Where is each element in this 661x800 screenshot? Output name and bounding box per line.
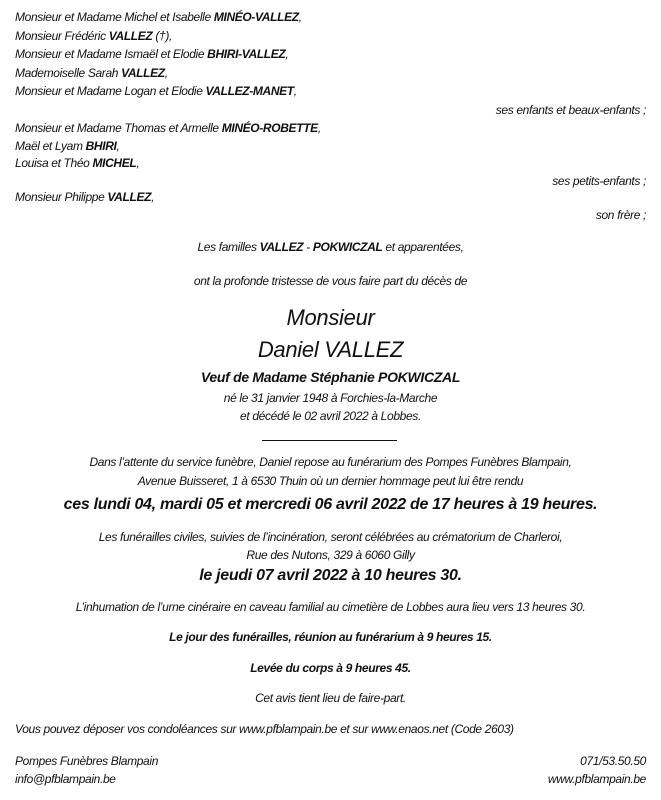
punct: , [116, 139, 120, 153]
text: - [303, 240, 313, 254]
footer-email[interactable]: info@pfblampain.be [15, 772, 116, 786]
punct: , [151, 190, 155, 204]
divider [262, 440, 397, 441]
surname: VALLEZ [121, 66, 165, 80]
family-line [15, 84, 297, 98]
surname: VALLEZ [108, 29, 153, 43]
text: Les familles [197, 240, 260, 254]
name-text: Louisa et Théo [15, 156, 93, 170]
condolences-line: Vous pouvez déposer vos condoléances sur www.pfblampain.be et sur www.enaos.net (Code 2603) [15, 722, 514, 736]
funeral-line2: Rue des Nutons, 329 à 6060 Gilly [246, 548, 415, 562]
footer-company: Pompes Funèbres Blampain [15, 754, 159, 768]
surname: MINÉO-VALLEZ [213, 10, 299, 24]
name-text: Monsieur Frédéric [15, 29, 109, 43]
funeral-line1: Les funérailles civiles, suivies de l’incinération, seront célébrées au crématorium de Charleroi, [98, 530, 563, 544]
name-text: Monsieur et Madame Ismaël et Elodie [15, 47, 208, 61]
deceased-name: Daniel VALLEZ [257, 337, 404, 362]
punct: , [298, 10, 302, 24]
relation-brother: son frère ; [595, 208, 646, 222]
deceased-title: Monsieur [286, 305, 375, 330]
name-text: Monsieur et Madame Michel et Isabelle [15, 10, 214, 24]
relation-grandchildren: ses petits-enfants ; [552, 174, 646, 188]
family-line [15, 29, 172, 43]
funeral-date: le jeudi 07 avril 2022 à 10 heures 30. [199, 567, 462, 584]
name-text: Monsieur et Madame Logan et Elodie [15, 84, 206, 98]
family-line [15, 121, 321, 135]
surname: VALLEZ-MANET [205, 84, 294, 98]
punct: , [136, 156, 140, 170]
footer-phone: 071/53.50.50 [580, 754, 646, 768]
burial-line: L’inhumation de l’urne cinéraire en caveau familial au cimetière de Lobbes aura lieu vers 13 heures 30. [75, 600, 586, 614]
levee-line: Levée du corps à 9 heures 45. [250, 661, 411, 675]
family-line [15, 47, 288, 61]
surname: MINÉO-ROBETTE [221, 121, 318, 135]
footer-website[interactable]: www.pfblampain.be [547, 772, 646, 786]
surname: VALLEZ [259, 240, 304, 254]
surname: MICHEL [92, 156, 137, 170]
family-line [15, 139, 120, 153]
announcement: ont la profonde tristesse de vous faire part du décès de [193, 274, 468, 288]
families-line [0, 240, 661, 254]
punct: , [285, 47, 289, 61]
name-text: Maël et Lyam [15, 139, 86, 153]
death-line: et décédé le 02 avril 2022 à Lobbes. [240, 409, 421, 423]
meeting-line: Le jour des funérailles, réunion au funérarium à 9 heures 15. [169, 630, 492, 644]
family-line [15, 190, 154, 204]
notice-line: Cet avis tient lieu de faire-part. [255, 691, 406, 705]
punct: , [293, 84, 297, 98]
name-text: Mademoiselle Sarah [15, 66, 122, 80]
punct: , [164, 66, 168, 80]
family-line [15, 10, 302, 24]
family-line [15, 156, 139, 170]
surname: BHIRI-VALLEZ [207, 47, 286, 61]
family-line [15, 66, 168, 80]
relation-children: ses enfants et beaux-enfants ; [495, 103, 646, 117]
widower-line: Veuf de Madame Stéphanie POKWICZAL [200, 369, 461, 385]
birth-line: né le 31 janvier 1948 à Forchies-la-Marche [223, 391, 438, 405]
punct: , [317, 121, 321, 135]
visitation-dates: ces lundi 04, mardi 05 et mercredi 06 avril 2022 de 17 heures à 19 heures. [63, 496, 598, 513]
name-text: Monsieur et Madame Thomas et Armelle [15, 121, 222, 135]
visitation-line1: Dans l’attente du service funèbre, Daniel repose au funérarium des Pompes Funèbres Blampain, [89, 455, 572, 469]
visitation-line2: Avenue Buisseret, 1 à 6530 Thuin où un dernier hommage peut lui être rendu [137, 474, 524, 488]
name-text: Monsieur Philippe [15, 190, 108, 204]
surname: POKWICZAL [312, 240, 383, 254]
surname: VALLEZ [107, 190, 152, 204]
surname: BHIRI [85, 139, 117, 153]
punct: (†), [152, 29, 173, 43]
text: et apparentées, [382, 240, 464, 254]
